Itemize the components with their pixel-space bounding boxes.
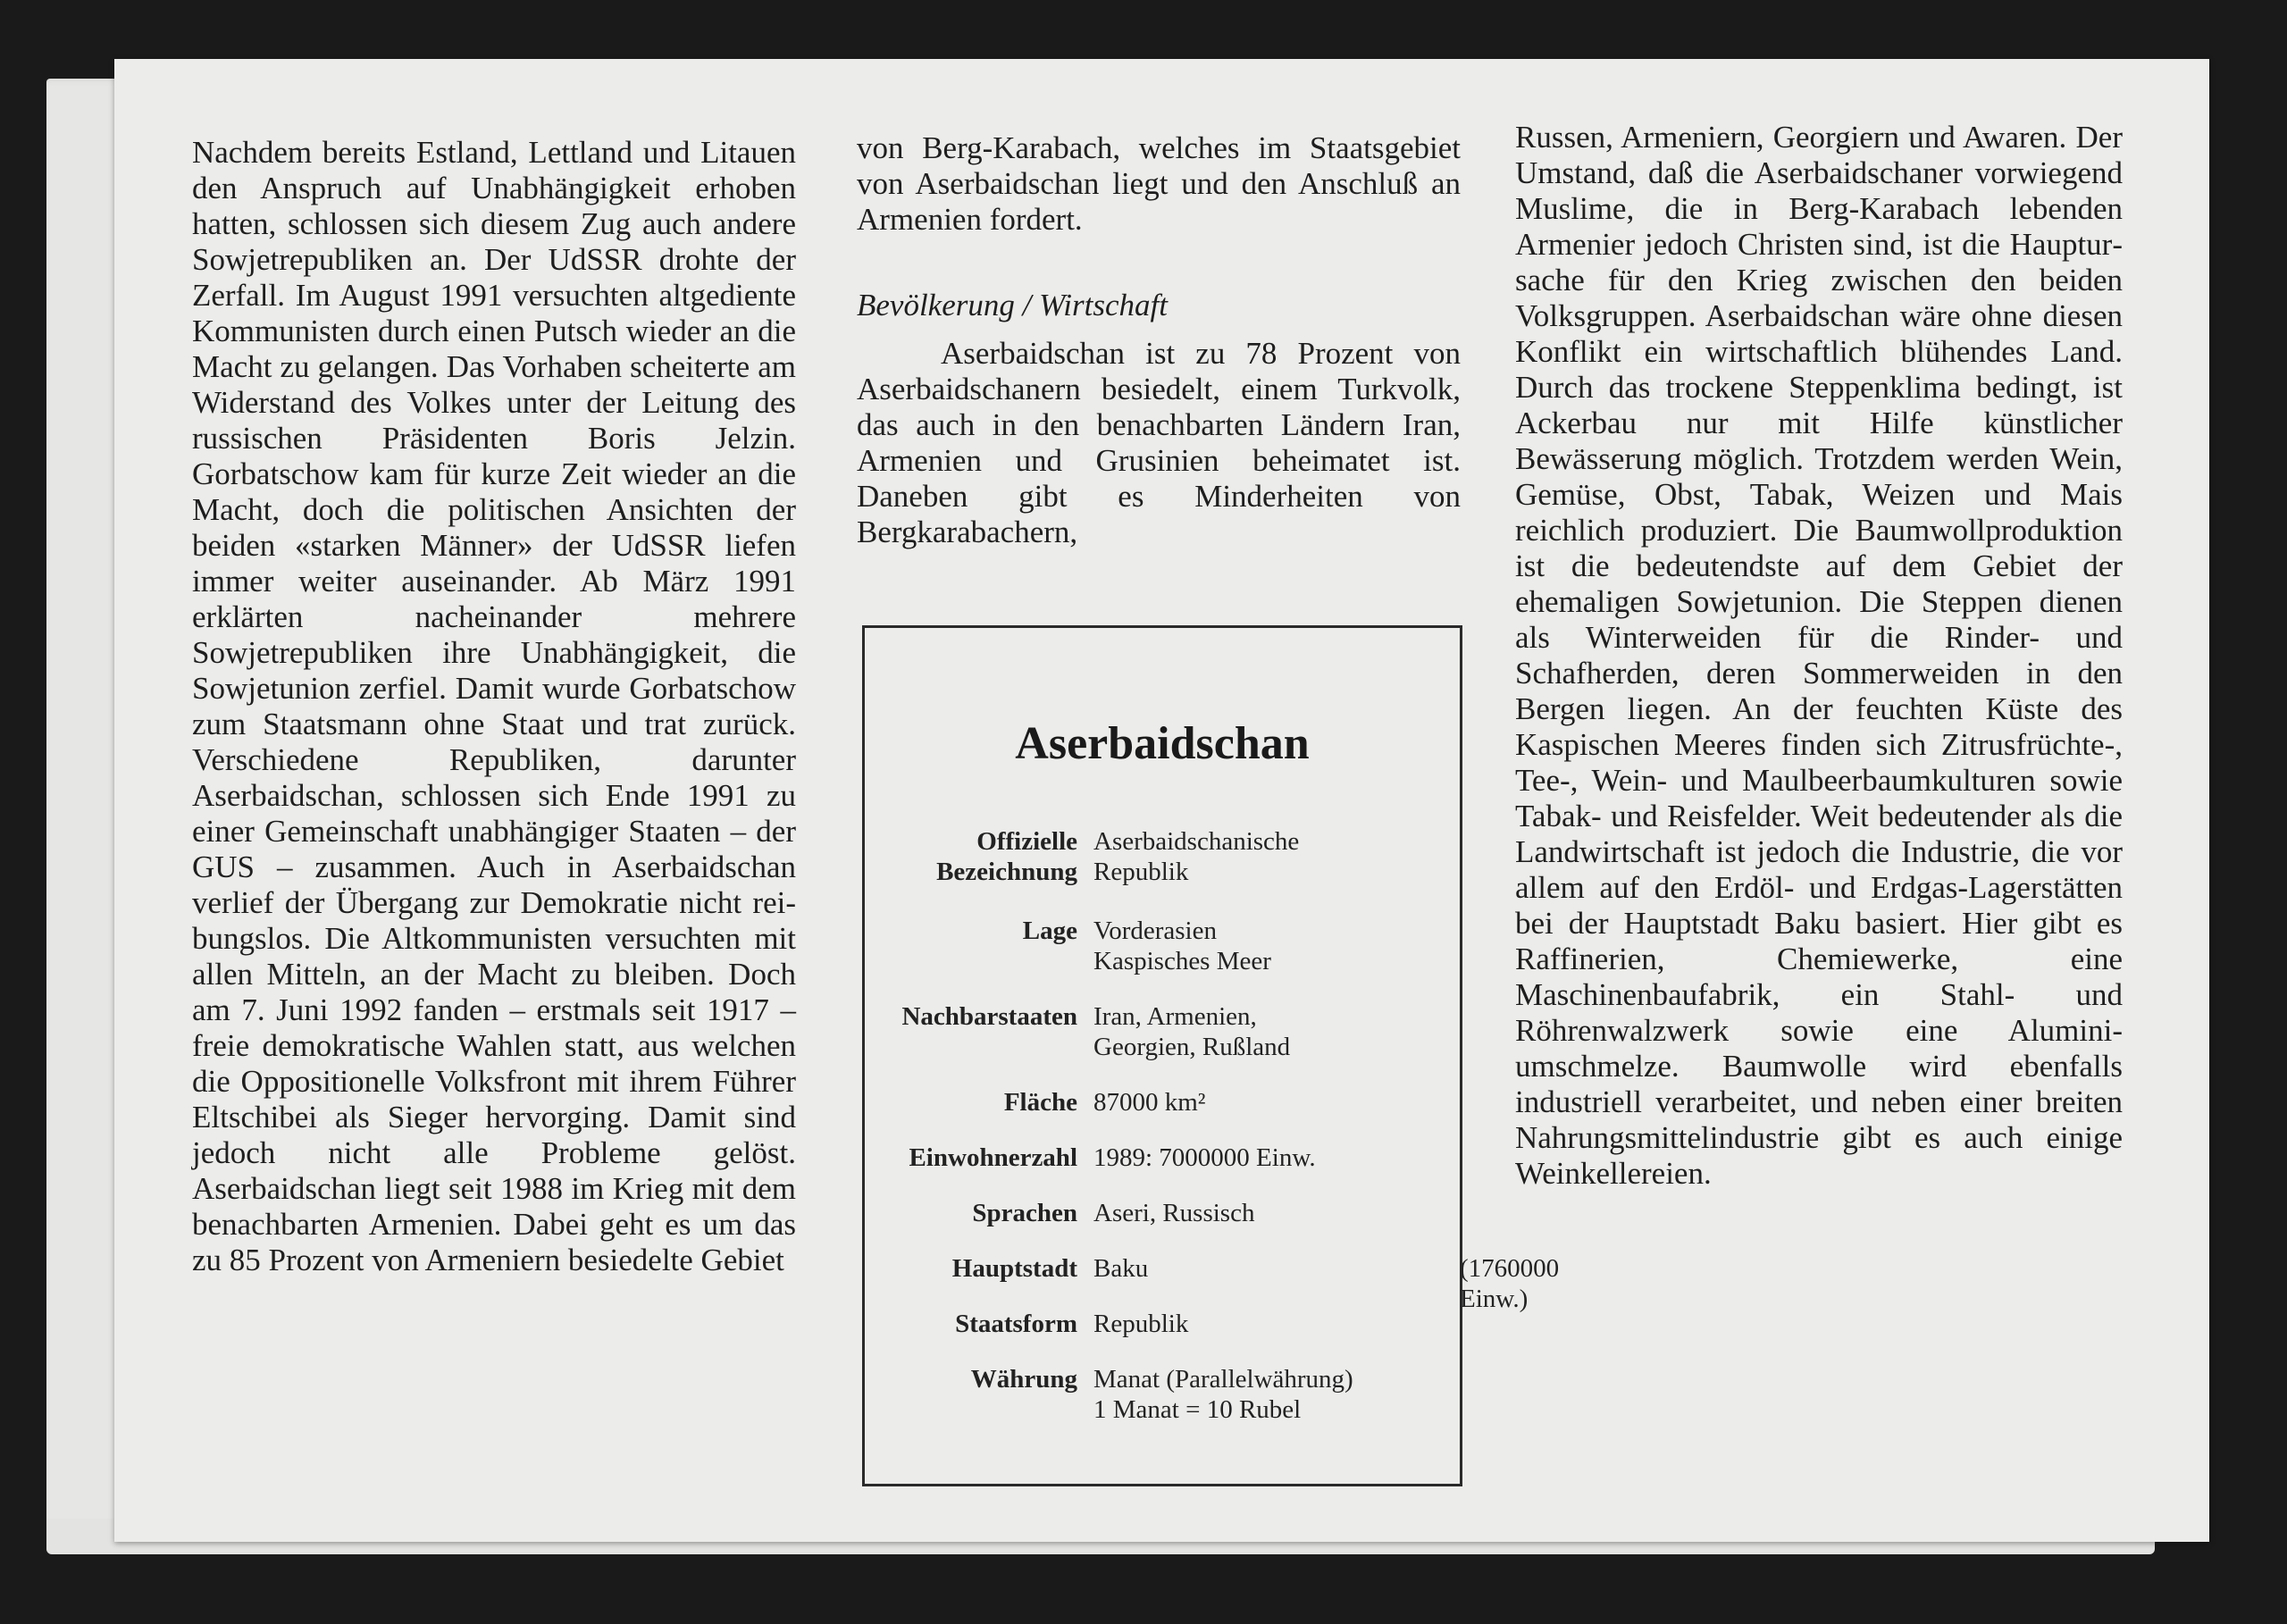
fact-value-line: Kaspisches Meer	[1093, 947, 1271, 975]
fact-label: Staatsform	[955, 1310, 1077, 1338]
fact-value	[1093, 1253, 1560, 1313]
fact-value-line: Aserbaidschanische	[1093, 827, 1300, 856]
fact-value-line: Republik	[1093, 858, 1189, 886]
history-paragraph-continued: von Berg-Karabach, welches im Staatsgebiet von Aserbaidschan liegt und den Anschluß an Armenien fordert.	[857, 130, 1461, 237]
fact-label: Nachbarstaaten	[901, 1002, 1077, 1031]
fact-label: Lage	[1022, 917, 1077, 945]
fact-value	[1093, 1001, 1451, 1062]
population-paragraph: Aserbaidschan ist zu 78 Prozent von Aserbaidschanern besiedelt, einem Turkvolk, das auch in den benachbarten Ländern Iran, Armenien und Grusinien beheimatet ist. Daneben gibt es Minderheiten von Bergkarabachern,	[857, 336, 1461, 549]
text-column-2	[857, 130, 1461, 550]
text-column-1	[192, 135, 796, 1278]
fact-value-line: Manat (Parallelwährung)	[1093, 1365, 1353, 1394]
section-heading: Bevölkerung / Wirtschaft	[857, 288, 1168, 322]
history-paragraph: Nachdem bereits Estland, Lettland und Litauen den Anspruch auf Unabhängigkeit erhoben hatten, schlossen sich diesem Zug auch andere Sowjetrepubliken an. Der UdSSR drohte der Zerfall. Im August 1991 versuchten altgediente Kommunisten durch einen Putsch wieder an die Macht zu gelangen. Das Vorhaben scheiterte am Widerstand des Volkes unter der Leitung des russischen Präsidenten Boris Jelzin. Gorbatschow kam für kurze Zeit wieder an die Macht, doch die politischen Ansichten der beiden «starken Männer» der UdSSR liefen immer weiter auseinander. Ab März 1991 erklärten nacheinander mehrere Sowjetrepubliken ihre Unabhängigkeit, die Sowjetunion zerfiel. Damit wurde Gorbatschow zum Staatsmann ohne Staat und trat zurück. Verschiedene Republiken, darunter Aserbaidschan, schlossen sich Ende 1991 zu einer Gemeinschaft unabhängiger Staaten – der GUS – zusammen. Auch in Aserbaidschan verlief der Übergang zur Demokratie nicht reibungslos. Die Altkommunisten versuchten mit allen Mitteln, an der Macht zu bleiben. Doch am 7. Juni 1992 fanden – erstmals seit 1917 – freie demokratische Wahlen statt, aus welchen die Oppositionelle Volksfront mit ihrem Führer Eltschibei als Sieger hervorging. Damit sind jedoch nicht alle Probleme gelöst. Aserbaidschan liegt seit 1988 im Krieg mit dem benachbarten Armenien. Dabei geht es um das zu 85 Prozent von Armeniern besiedelte Gebiet	[192, 135, 796, 1277]
fact-value-line: Iran, Armenien,	[1093, 1002, 1257, 1031]
fact-label: Währung	[970, 1365, 1077, 1394]
fact-box-title: Aserbaidschan	[1015, 718, 1310, 769]
fact-label: Hauptstadt	[951, 1254, 1077, 1283]
fact-value: Republik	[1093, 1310, 1189, 1338]
fact-value-line: Baku	[1093, 1254, 1149, 1283]
fact-value-line: 1 Manat = 10 Rubel	[1093, 1395, 1302, 1424]
economy-paragraph: Russen, Armeniern, Georgiern und Awaren. Der Umstand, daß die Aserbaidschaner vorwiegend Muslime, die in Berg-Karabach lebenden Armenier jedoch Christen sind, ist die Hauptursache für den Krieg zwischen den beiden Volksgruppen. Aserbaidschan wäre ohne diesen Konflikt ein wirtschaftlich blühendes Land. Durch das trockene Steppenklima bedingt, ist Ackerbau nur mit Hilfe künstlicher Bewässerung möglich. Trotzdem werden Wein, Gemüse, Obst, Tabak, Weizen und Mais reichlich produziert. Die Baumwollproduktion ist die bedeutendste auf dem Gebiet der ehemaligen Sowjetunion. Die Steppen dienen als Winterweiden für die Rinder- und Schafherden, deren Sommerweiden in den Bergen liegen. An der feuchten Küste des Kaspischen Meeres finden sich Zitrusfrüchte-, Tee-, Wein- und Maulbeerbaumkulturen sowie Tabak- und Reisfelder. Weit bedeutender als die Landwirtschaft ist jedoch die Industrie, die vor allem auf den Erdöl- und Erdgas-Lagerstätten bei der Hauptstadt Baku basiert. Hier gibt es Raffinerien, Chemiewerke, eine Maschinenbaufabrik, ein Stahl- und Röhrenwalzwerk sowie eine Aluminiumschmelze. Baumwolle wird ebenfalls industriell verarbeitet, und neben einer breiten Nahrungsmittelindustrie gibt es auch einige Weinkellereien.	[1515, 120, 2123, 1191]
fact-value: 1989: 7000000 Einw.	[1093, 1143, 1316, 1172]
fact-label	[865, 826, 1077, 887]
fact-label: Sprachen	[972, 1199, 1077, 1227]
info-card	[114, 59, 2209, 1542]
fact-value	[1093, 826, 1451, 887]
capital-population: (1760000 Einw.)	[1460, 1254, 1560, 1313]
fact-value: Aseri, Russisch	[1093, 1199, 1255, 1227]
fact-label-line: Bezeichnung	[936, 858, 1077, 886]
fact-value-line: Vorderasien	[1093, 917, 1217, 945]
fact-value	[1093, 916, 1451, 976]
fact-label-line: Offizielle	[976, 827, 1077, 856]
country-fact-box	[862, 625, 1560, 1486]
fact-label: Einwohnerzahl	[909, 1143, 1077, 1172]
fact-value: 87000 km²	[1093, 1088, 1206, 1117]
fact-value-line: Georgien, Rußland	[1093, 1033, 1291, 1061]
fact-value	[1093, 1364, 1451, 1425]
fact-label: Fläche	[1003, 1088, 1077, 1117]
text-column-3	[1515, 120, 2123, 1192]
